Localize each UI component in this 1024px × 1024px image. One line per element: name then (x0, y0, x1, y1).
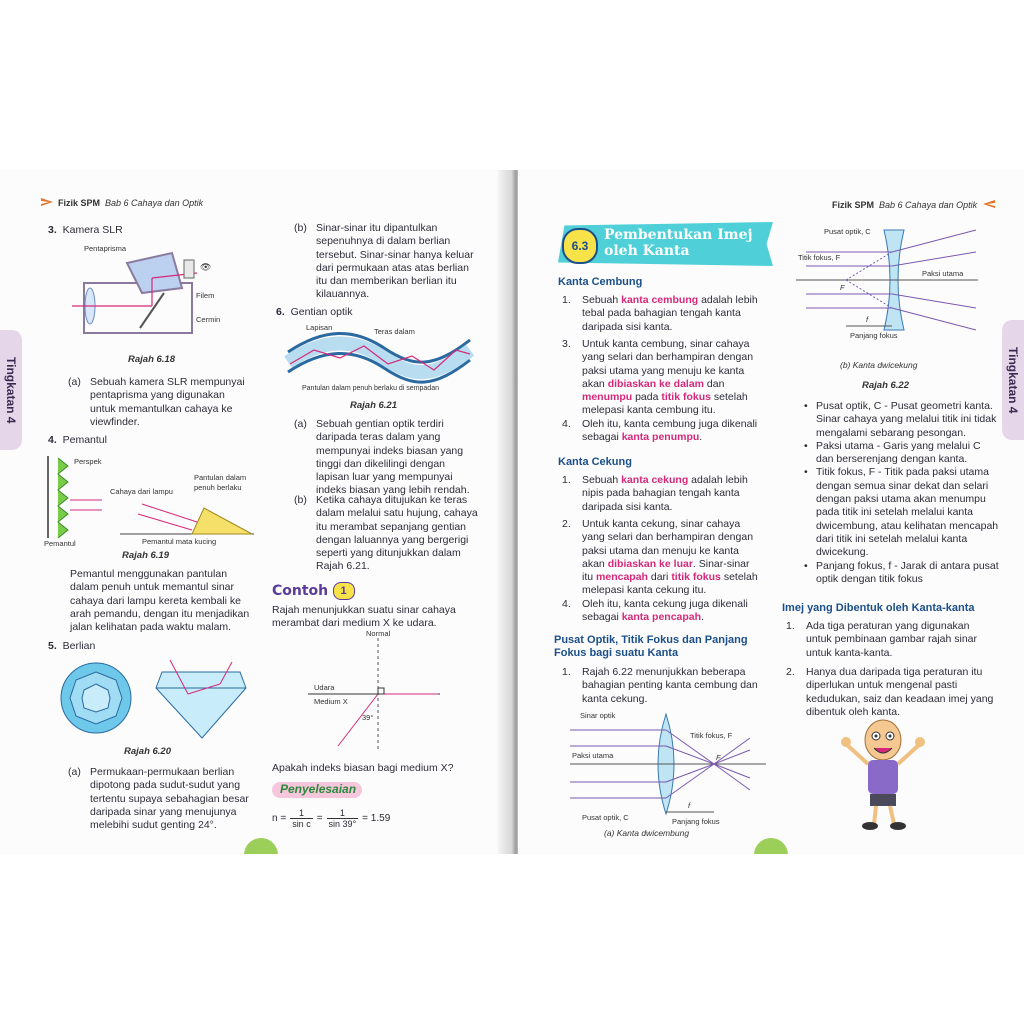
label-fsmall-b: f (866, 315, 869, 324)
caption-6-19: Rajah 6.19 (122, 550, 169, 561)
page-number-tab-right (754, 838, 788, 854)
item-6-heading: 6. Gentian optik (276, 306, 353, 318)
caption-kanta-dwicekung: (b) Kanta dwicekung (840, 360, 918, 370)
heading-kanta-cekung: Kanta Cekung (558, 456, 632, 468)
bullet-list (804, 400, 1000, 586)
label-titik-fokus-a: Titik fokus, F (690, 731, 733, 740)
label-paksi-utama-a: Paksi utama (572, 751, 614, 760)
optical-fibre-diagram (284, 320, 474, 392)
bullet-item: • Panjang fokus, f - Jarak di antara pusat optik dengan titik fokus (804, 559, 999, 585)
label-mata-kucing: Pemantul mata kucing (142, 537, 217, 546)
slr-camera-diagram (72, 238, 242, 348)
contoh-text: Rajah menunjukkan suatu sinar cahaya merambat dari medium X ke udara. (272, 604, 456, 630)
label-teras: Teras dalam (374, 327, 415, 336)
bullet-item: • Paksi utama - Garis yang melalui C dan berserenjang dengan kanta. (804, 439, 981, 466)
concave-lens-diagram (796, 226, 982, 342)
cekung-item-2: 2. Untuk kanta cekung, sinar cahaya yang selari dan berhampiran dengan paksi utama dan menuju ke kanta akan dibiaskan ke luar. Sinar-sinar itu mencapah dari titik fokus setelah melepasi kanta cekung itu. (562, 518, 758, 597)
bullet-item: • Titik fokus, F - Titik pada paksi utama dengan semua sinar dekat dan selari dengan paksi utama akan menumpu pada titik ini setelah melalui kanta dwicembung, atau kelihatan mencapah dari titik ini setelah melalui kanta dwicekung. (804, 466, 999, 559)
cembung-item-1: 1. Sebuah kanta cembung adalah lebih tebal pada bahagian tengah kanta daripada sisi kanta. (562, 294, 758, 333)
caption-6-20: Rajah 6.20 (124, 746, 171, 757)
svg-text:👁: 👁 (200, 262, 212, 272)
caption-6-18: Rajah 6.18 (128, 354, 175, 365)
item-4-heading: 4. Pemantul (48, 434, 107, 446)
label-pusat-optik-b: Pusat optik, C (824, 227, 871, 236)
label-f-a: F (716, 753, 721, 762)
label-cermin: Cermin (196, 315, 221, 324)
label-panjang-fokus-a: Panjang fokus (672, 817, 720, 826)
imej-item-1: 1. Ada tiga peraturan yang digunakan untuk pembinaan gambar rajah sinar untuk kanta-kanta. (786, 620, 978, 659)
label-normal: Normal (366, 629, 391, 638)
diamond-diagram (60, 658, 252, 742)
label-angle: 39° (362, 713, 374, 722)
label-paksi-utama-b: Paksi utama (922, 269, 964, 278)
side-tab-left: Tingkatan 4 (0, 330, 22, 450)
cartoon-character (838, 718, 928, 836)
bullet-item: • Pusat optik, C - Pusat geometri kanta. Sinar cahaya yang melalui titik ini tidak mengalami sebarang pesongan. (804, 400, 997, 439)
label-cahaya-lampu: Cahaya dari lampu (110, 487, 173, 496)
book-logo-icon-right (982, 198, 996, 210)
item-6b: (b) Ketika cahaya ditujukan ke teras dalam melalui satu hujung, cahaya itu merambat sepanjang gentian dengan laluannya yang bergerigi seperti yang ditunjukkan dalam Rajah 6.21. (294, 494, 478, 573)
page-number-tab-left (244, 838, 278, 854)
item-3a: (a) Sebuah kamera SLR mempunyai pentaprisma yang digunakan untuk memantulkan cahaya ke viewfinder. (68, 376, 245, 428)
heading-kanta-cembung: Kanta Cembung (558, 276, 643, 288)
heading-pusat-optik: Pusat Optik, Titik Fokus dan Panjang Fokus bagi suatu Kanta (554, 634, 748, 659)
label-pantulan-dalam: Pantulan dalam (194, 473, 247, 482)
caption-6-22: Rajah 6.22 (862, 380, 909, 391)
label-pentaprisma: Pentaprisma (84, 244, 127, 253)
convex-lens-diagram (570, 708, 770, 828)
book-spread (0, 170, 1024, 854)
book-logo-icon (40, 196, 54, 208)
cembung-item-3: 3. Untuk kanta cembung, sinar cahaya yang selari dan berhampiran dengan paksi utama yang menuju ke kanta akan dibiaskan ke dalam dan menumpu pada titik fokus setelah melepasi kanta cembung itu. (562, 338, 754, 417)
section-title: Pembentukan Imej oleh Kanta (604, 227, 753, 259)
running-header: Fizik SPM Bab 6 Cahaya dan Optik (58, 198, 204, 208)
label-f-b: F (840, 283, 845, 292)
label-udara: Udara (314, 683, 335, 692)
left-page (0, 170, 512, 854)
item-5b: (b) Sinar-sinar itu dipantulkan sepenuhnya di dalam berlian tersebut. Sinar-sinar hanya keluar dari permukaan atas atas berlian itu dan memberikan berlian itu kilauannya. (294, 222, 474, 301)
label-penuh-berlaku: penuh berlaku (194, 483, 242, 492)
solution-formula: n = $\frac{1}{\text{sin c}}$ = $\frac{1}{\sin 39^\circ}$ = 1.59 (272, 808, 391, 829)
item-6a: (a) Sebuah gentian optik terdiri daripada teras dalam yang mempunyai indeks biasan yang tinggi dan dikelilingi dengan lapisan luar yang mempunyai indeks biasan yang lebih rendah. (294, 418, 470, 497)
item-3-heading: 3. Kamera SLR (48, 224, 123, 236)
item-4-text: Pemantul menggunakan pantulan dalam penuh untuk memantul sinar cahaya dari lampu kereta kembali ke arah pemandu, dengan itu menjadikan jalan kelihatan pada waktu malam. (70, 568, 250, 634)
side-tab-right: Tingkatan 4 (1002, 320, 1024, 440)
label-filem: Filem (196, 291, 215, 300)
item-5-heading: 5. Berlian (48, 640, 96, 652)
reflector-diagram (42, 452, 262, 546)
label-pusat-optik-a: Pusat optik, C (582, 813, 629, 822)
label-pemantul: Pemantul (44, 539, 76, 546)
item-5a: (a) Permukaan-permukaan berlian dipotong pada sudut-sudut yang tertentu supaya sebahagian besar daripada sinar yang menujunya melebihi sudut genting 24°. (68, 766, 249, 832)
right-page (518, 170, 1024, 854)
caption-6-21: Rajah 6.21 (350, 400, 397, 411)
contoh-badge: Contoh 1 (272, 582, 355, 600)
label-sinar-optik: Sinar optik (580, 711, 616, 720)
cekung-item-1: 1. Sebuah kanta cekung adalah lebih nipis pada bahagian tengah kanta daripada sisi kanta. (562, 474, 748, 513)
section-number: 6.3 (562, 228, 598, 264)
label-titik-fokus-b: Titik fokus, F (798, 253, 841, 262)
cekung-item-4: 4. Oleh itu, kanta cekung juga dikenali sebagai kanta pencapah. (562, 598, 748, 624)
imej-item-2: 2. Hanya dua daripada tiga peraturan itu diperlukan untuk mengenal pasti kedudukan, saiz dan keadaan imej yang dibentuk oleh kanta. (786, 666, 994, 718)
contoh-question: Apakah indeks biasan bagi medium X? (272, 762, 454, 774)
label-perspek: Perspek (74, 457, 102, 466)
heading-imej: Imej yang Dibentuk oleh Kanta-kanta (782, 602, 975, 614)
refraction-diagram (304, 628, 444, 758)
running-header-right: Fizik SPM Bab 6 Cahaya dan Optik (832, 200, 978, 210)
pusat-item-1: 1. Rajah 6.22 menunjukkan beberapa bahagian penting kanta cembung dan kanta cekung. (562, 666, 758, 705)
label-pantulan-sempadan: Pantulan dalam penuh berlaku di sempadan (302, 385, 439, 392)
label-fsmall-a: f (688, 801, 691, 810)
label-lapisan: Lapisan (306, 323, 333, 332)
label-panjang-fokus-b: Panjang fokus (850, 331, 898, 340)
cembung-item-4: 4. Oleh itu, kanta cembung juga dikenali sebagai kanta penumpu. (562, 418, 758, 444)
solution-label: Penyelesaian (280, 782, 357, 796)
label-medium: Medium X (314, 697, 348, 706)
caption-kanta-dwicembung: (a) Kanta dwicembung (604, 828, 690, 838)
